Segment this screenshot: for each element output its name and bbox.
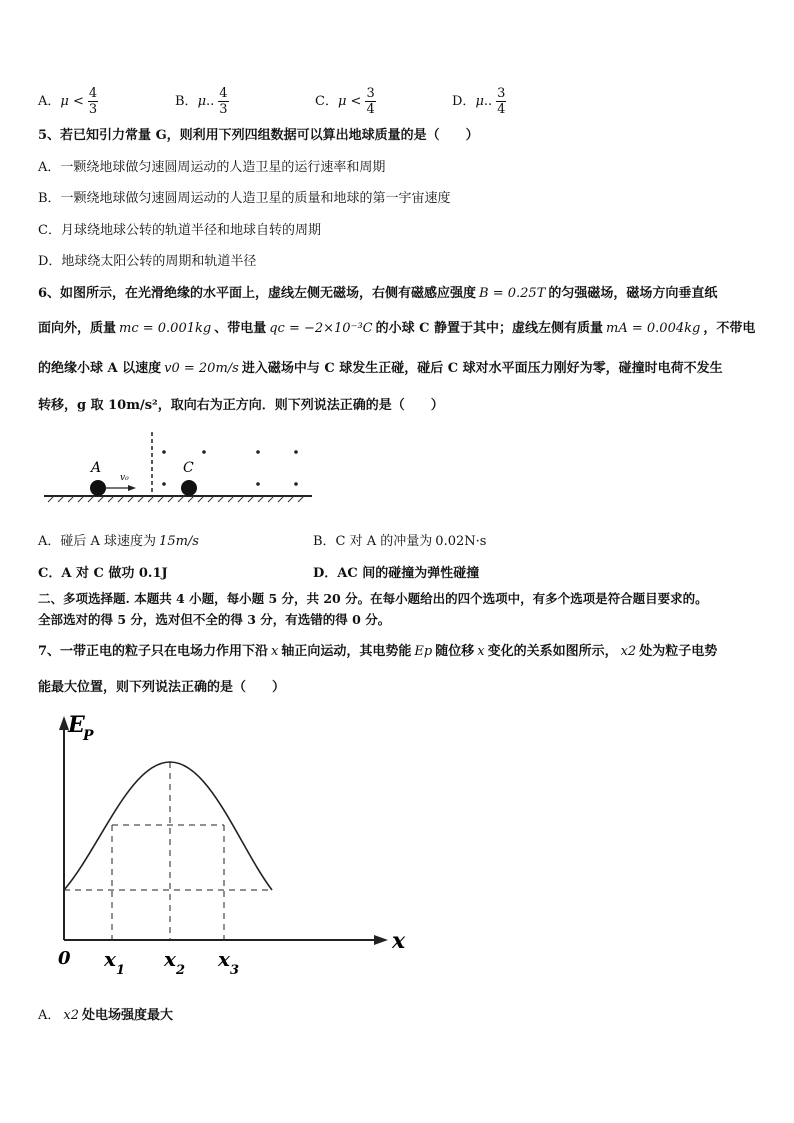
q5-option-d: D．地球绕太阳公转的周期和轨道半径: [38, 254, 257, 269]
velocity-arrow-head: [128, 485, 136, 491]
tick-x1: x: [104, 947, 116, 971]
section-2-line-2: 全部选对的得 5 分，选对但不全的得 3 分，有选错的得 0 分。: [38, 612, 391, 627]
q5-stem: 5、若已知引力常量 G，则利用下列四组数据可以算出地球质量的是（ ）: [38, 128, 479, 143]
q6-option-a: A．碰后 A 球速度为 15m/s: [38, 534, 199, 549]
q7-ep-graph: [40, 708, 420, 988]
velocity-label: v₀: [120, 473, 129, 483]
q4-option-d: D．μ.. $\frac{3}{4}$: [452, 86, 506, 117]
ball-a: [90, 480, 106, 496]
tick-x2: x: [164, 947, 176, 971]
q5-option-c: C．月球绕地球公转的轨道半径和地球自转的周期: [38, 223, 321, 238]
q4-option-c: C．μ < $\frac{3}{4}$: [315, 86, 375, 117]
origin-label: 0: [58, 948, 71, 969]
q6-option-c: C．A 对 C 做功 0.1J: [38, 566, 168, 581]
q6-line-1: 6、如图所示，在光滑绝缘的水平面上，虚线左侧无磁场，右侧有磁感应强度 B = 0.25T 的匀强磁场，磁场方向垂直纸: [38, 286, 718, 301]
q6-line-2: 面向外，质量 mc = 0.001kg 、带电量 qc = −2×10⁻³C 的小球 C 静置于其中；虚线左侧有质量 mA = 0.004kg ，不带电: [38, 321, 756, 336]
tick-x3: x: [218, 947, 230, 971]
y-axis-label-sub: P: [83, 728, 94, 744]
q5-option-b: B．一颗绕地球做匀速圆周运动的人造卫星的质量和地球的第一宇宙速度: [38, 191, 451, 206]
y-axis-label: E: [68, 712, 85, 738]
ep-curve: [64, 762, 272, 890]
x-axis-arrow: [374, 935, 388, 945]
tick-x1-sub: 1: [116, 963, 126, 978]
q7-line-1: 7、一带正电的粒子只在电场力作用下沿 x 轴正向运动，其电势能 Ep 随位移 x 变化的关系如图所示， x2 处为粒子电势: [38, 644, 718, 659]
dashed-guides: [64, 762, 272, 940]
x-axis-label: x: [392, 928, 406, 954]
section-2-line-1: 二、多项选择题. 本题共 4 小题，每小题 5 分，共 20 分。在每小题给出的四个选项中，有多个选项是符合题目要求的。: [38, 591, 708, 606]
q4-option-b: B．μ.. $\frac{4}{3}$: [175, 86, 228, 117]
q7-line-2: 能最大位置，则下列说法正确的是（ ）: [38, 680, 286, 695]
ball-c-label: C: [183, 460, 194, 476]
q4-option-a: A．μ < $\frac{4}{3}$: [38, 86, 98, 117]
ball-a-label: A: [91, 460, 102, 476]
q7-option-a: A． x2 处电场强度最大: [38, 1008, 174, 1023]
q6-line-3: 的绝缘小球 A 以速度 v0 = 20m/s 进入磁场中与 C 球发生正碰，碰后 C 球对水平面压力刚好为零，碰撞时电荷不发生: [38, 361, 723, 376]
q5-option-a: A．一颗绕地球做匀速圆周运动的人造卫星的运行速率和周期: [38, 160, 386, 175]
tick-x3-sub: 3: [230, 963, 240, 978]
ball-c: [181, 480, 197, 496]
q6-figure: [38, 430, 318, 510]
q6-line-4: 转移，g 取 10m/s²，取向右为正方向．则下列说法正确的是（ ）: [38, 398, 444, 413]
q6-option-b: B．C 对 A 的冲量为 0.02N·s: [313, 534, 487, 549]
q6-option-d: D．AC 间的碰撞为弹性碰撞: [313, 566, 480, 581]
tick-x2-sub: 2: [176, 963, 186, 978]
